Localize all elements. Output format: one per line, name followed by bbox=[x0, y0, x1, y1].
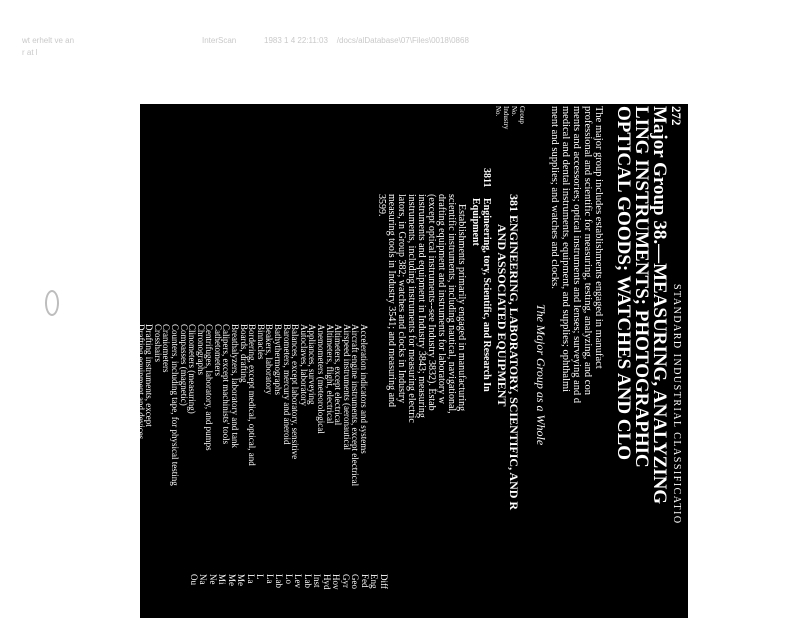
description-line: drafting equipment and instruments for laboratory w bbox=[436, 194, 447, 404]
list-item: Furnaces, laboratory, except dental bbox=[84, 324, 94, 450]
list-item: Breathalyzers, laboratory and tank bbox=[230, 324, 241, 448]
rotated-page-content bbox=[84, 104, 688, 618]
list-item: Chronographs bbox=[195, 324, 206, 375]
list-item: Cathetometers bbox=[212, 324, 223, 376]
description-line: instruments and equipment in Industry 3843; measuring bbox=[416, 194, 427, 418]
list-item: Eng bbox=[369, 574, 380, 589]
list-item: Craniometers bbox=[161, 324, 172, 373]
scan-header-right: 1983 1 4 22:11:03 /docs/alDatabase\07\Files\0018\0868 bbox=[264, 36, 469, 45]
list-item: Equipment, laboratory bbox=[109, 324, 120, 405]
list-item: Ne bbox=[208, 574, 218, 585]
title-line: LING INSTRUMENTS; PHOTOGRAPHIC bbox=[631, 106, 652, 468]
list-item: Lab bbox=[274, 574, 285, 588]
intro-line: The major group includes establishments engaged in manufact bbox=[593, 106, 604, 369]
industry-title: Equipment bbox=[470, 198, 481, 246]
list-item: Me bbox=[227, 574, 237, 586]
list-item: La bbox=[246, 574, 256, 584]
industry-description bbox=[376, 194, 466, 624]
description-line: (except optical instruments--see Industry 3832). Estab bbox=[426, 194, 437, 411]
list-item: Airspeed instruments (aeronautical bbox=[341, 324, 352, 450]
list-item: Drafting equipment and devices bbox=[135, 324, 146, 440]
list-item: Counters, including tape, for physical testing bbox=[169, 324, 180, 486]
list-item: Appliances, surveying bbox=[307, 324, 318, 405]
list-item: Binnacles bbox=[255, 324, 266, 360]
group-heading-line: AND ASSOCIATED EQUIPMENT bbox=[495, 224, 509, 407]
list-item: Me bbox=[236, 574, 247, 586]
list-item: Aircraft engine instruments, except electrical bbox=[350, 324, 361, 487]
list-item: Na bbox=[198, 574, 209, 585]
list-item: Altimeters, flight, electrical bbox=[324, 324, 335, 424]
description-line: instruments, including instruments for measuring electric bbox=[406, 194, 417, 423]
list-item: L bbox=[255, 574, 266, 580]
list-item: La bbox=[265, 574, 275, 584]
scan-header-left-top: wt erhelt ve an bbox=[22, 36, 75, 45]
description-line: Establishments primarily engaged in manufacturing bbox=[456, 204, 467, 412]
list-item: Bathythermographs bbox=[273, 324, 284, 395]
column-head-line: No. bbox=[494, 106, 502, 117]
list-item: Drafting instruments, except bbox=[144, 324, 155, 427]
list-item: Engineers' scales and accessories bbox=[118, 324, 129, 444]
scan-header-middle: InterScan bbox=[202, 36, 237, 45]
column-head-line: No. bbox=[510, 106, 518, 117]
list-item: Lo bbox=[284, 574, 294, 584]
list-item: Mi bbox=[217, 574, 228, 585]
group-heading-line: 381 ENGINEERING, LABORATORY, SCIENTIFIC, AND R bbox=[507, 194, 521, 511]
list-item: Hyd bbox=[322, 574, 332, 590]
list-item: Lab bbox=[303, 574, 313, 588]
title-line: OPTICAL GOODS; WATCHES AND CLO bbox=[613, 106, 634, 461]
list-item: Clinometers (measuring) bbox=[187, 324, 198, 414]
industry-title: Engineering, tory, Scientific, and Research In bbox=[481, 198, 492, 392]
list-item: Electron microscopes bbox=[126, 324, 137, 402]
industry-number: 3811 bbox=[481, 168, 492, 188]
section-heading: The Major Group as a Whole bbox=[534, 304, 548, 446]
list-item: Barometers, mercury and aneroid bbox=[281, 324, 292, 445]
description-line: lators, in Group 382; watches and clocks in Industry bbox=[396, 194, 407, 404]
running-head: STANDARD INDUSTRIAL CLASSIFICATIO bbox=[671, 284, 682, 525]
list-item: Fed bbox=[360, 574, 370, 588]
column-head bbox=[494, 106, 526, 176]
punch-hole-mark bbox=[45, 290, 59, 316]
list-item: Crosshairs bbox=[152, 324, 163, 362]
list-item: Hov bbox=[331, 574, 342, 590]
list-item: Calipers, except machinists' tools bbox=[221, 324, 232, 445]
intro-line: ment and supplies; and watches and clocks. bbox=[549, 106, 560, 289]
list-item: Bordering, except medical, optical, and bbox=[247, 324, 258, 466]
list-item: Centrifuges, laboratory, and pumps bbox=[204, 324, 215, 451]
title-line: Major Group 38.—MEASURING, ANALYZING bbox=[649, 106, 670, 505]
list-item: Autoclaves, laboratory bbox=[298, 324, 309, 406]
list-item: Altimeters, except electrical bbox=[333, 324, 344, 426]
list-item: Geo bbox=[350, 574, 361, 589]
list-item: Extractors, laboratory bbox=[92, 324, 103, 403]
list-item: Lev bbox=[293, 574, 304, 588]
list-item: Boards, drafting bbox=[238, 324, 249, 383]
list-item: Ou bbox=[189, 574, 199, 585]
page-number: 272 bbox=[669, 106, 684, 126]
intro-paragraph bbox=[549, 106, 604, 626]
list-item: Balances, except laboratory, sensitive bbox=[290, 324, 301, 460]
description-line: scientific instruments, including nautical, navigational, bbox=[446, 194, 457, 414]
scan-header-left-bottom: r at l bbox=[22, 48, 38, 57]
intro-line: ments and accessories; optical instruments and lenses; surveying and d bbox=[571, 106, 582, 404]
product-list-right-column bbox=[189, 574, 389, 618]
list-item: Inst bbox=[312, 574, 323, 588]
description-line: measuring tools in Industry 3541; and measuring and bbox=[386, 194, 397, 408]
scanned-page bbox=[84, 104, 688, 618]
description-line: 3599. bbox=[376, 194, 387, 217]
intro-line: professional and scientific for measuring, testing, analyzing, and con bbox=[582, 106, 593, 395]
list-item: Gyr bbox=[341, 574, 351, 588]
list-item: Anemometers (meteorological bbox=[316, 324, 327, 434]
list-item: Diff bbox=[379, 574, 389, 589]
column-head-line: Industry bbox=[502, 106, 510, 130]
list-item: Evaporation apparatus bbox=[101, 324, 112, 405]
list-item: Compasses (magnetic) bbox=[178, 324, 189, 406]
scan-header bbox=[22, 36, 780, 66]
major-group-title bbox=[614, 106, 668, 626]
intro-line: medical and dental instruments, equipment, and supplies; ophthalmi bbox=[560, 106, 571, 393]
group-381-heading bbox=[496, 194, 520, 624]
column-head-line: Group bbox=[518, 106, 526, 124]
list-item: Beakers, laboratory bbox=[264, 324, 275, 395]
list-item: Acceleration indicators and systems bbox=[359, 324, 369, 454]
